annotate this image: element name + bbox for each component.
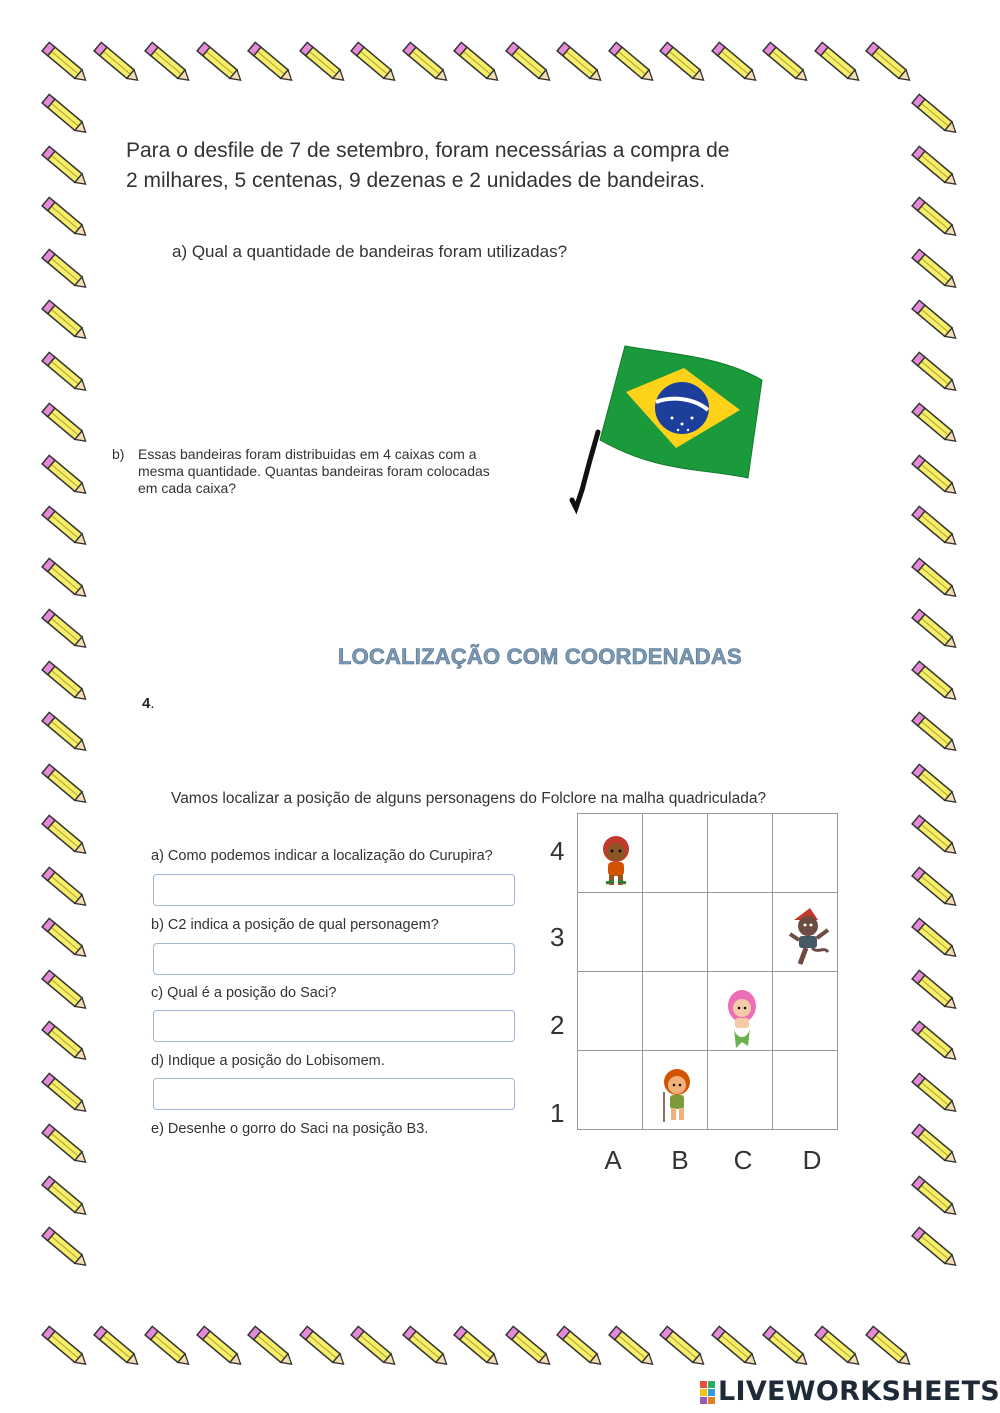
pencil-border-icon: [607, 38, 661, 92]
pencil-border-icon: [40, 605, 94, 659]
grid-intro: Vamos localizar a posição de alguns personagens do Folclore na malha quadriculada?: [171, 790, 767, 807]
grid-cell-a3[interactable]: [578, 893, 643, 972]
pencil-border-icon: [452, 38, 506, 92]
question-b-label: b): [112, 446, 125, 462]
pencil-border-icon: [607, 1322, 661, 1376]
pencil-border-icon: [910, 245, 964, 299]
pencil-border-icon: [40, 554, 94, 608]
question-number-suffix: .: [150, 695, 155, 712]
pencil-border-icon: [195, 1322, 249, 1376]
col-label-b: B: [671, 1145, 689, 1175]
pencil-border-icon: [246, 1322, 300, 1376]
grid-question-d: d) Indique a posição do Lobisomem.: [151, 1053, 385, 1069]
brazil-flag-image: [560, 340, 770, 520]
pencil-border-icon: [813, 38, 867, 92]
pencil-border-icon: [910, 1017, 964, 1071]
pencil-border-icon: [910, 914, 964, 968]
pencil-border-icon: [92, 1322, 146, 1376]
pencil-border-icon: [910, 1172, 964, 1226]
pencil-border-icon: [40, 502, 94, 556]
problem-statement: [126, 136, 866, 196]
liveworksheets-logo-icon: [700, 1378, 716, 1408]
pencil-border-icon: [40, 399, 94, 453]
row-label-2: 2: [550, 1010, 565, 1040]
pencil-border-icon: [40, 142, 94, 196]
grid-cell-d4[interactable]: [773, 814, 838, 893]
pencil-border-icon: [910, 1120, 964, 1174]
grid-cell-c4[interactable]: [708, 814, 773, 893]
pencil-border-icon: [40, 1017, 94, 1071]
pencil-border-icon: [910, 1069, 964, 1123]
pencil-border-icon: [401, 1322, 455, 1376]
pencil-border-icon: [910, 863, 964, 917]
pencil-border-icon: [910, 348, 964, 402]
pencil-border-icon: [40, 966, 94, 1020]
pencil-border-icon: [910, 90, 964, 144]
pencil-border-icon: [246, 38, 300, 92]
question-b-line-1: Essas bandeiras foram distribuidas em 4 caixas com a: [138, 446, 477, 462]
problem-line-1: Para o desfile de 7 de setembro, foram necessárias a compra de: [126, 139, 730, 162]
pencil-border-icon: [40, 193, 94, 247]
question-number-value: 4: [142, 695, 151, 712]
pencil-border-icon: [864, 1322, 918, 1376]
answer-input-c[interactable]: [153, 1010, 515, 1042]
pencil-border-icon: [504, 38, 558, 92]
pencil-border-icon: [40, 90, 94, 144]
pencil-border-icon: [555, 38, 609, 92]
pencil-border-icon: [40, 708, 94, 762]
grid-cell-a2[interactable]: [578, 972, 643, 1051]
pencil-border-icon: [864, 38, 918, 92]
grid-question-c: c) Qual é a posição do Saci?: [151, 985, 337, 1001]
question-a: a) Qual a quantidade de bandeiras foram utilizadas?: [172, 242, 568, 261]
question-b-line-3: em cada caixa?: [138, 480, 237, 496]
pencil-border-icon: [401, 38, 455, 92]
grid-cell-a1[interactable]: [578, 1051, 643, 1130]
grid-cell-b3[interactable]: [643, 893, 708, 972]
pencil-border-icon: [813, 1322, 867, 1376]
pencil-border-icon: [40, 348, 94, 402]
grid-cell-c3[interactable]: [708, 893, 773, 972]
pencil-border-icon: [910, 451, 964, 505]
pencil-border-icon: [910, 142, 964, 196]
pencil-border-icon: [910, 811, 964, 865]
pencil-border-icon: [555, 1322, 609, 1376]
col-label-d: D: [802, 1145, 822, 1175]
pencil-border-icon: [40, 1172, 94, 1226]
answer-input-a[interactable]: [153, 874, 515, 906]
pencil-border-icon: [910, 296, 964, 350]
pencil-border-icon: [40, 657, 94, 711]
question-b: [112, 446, 552, 497]
grid-question-e: e) Desenhe o gorro do Saci na posição B3.: [151, 1121, 429, 1137]
pencil-border-icon: [40, 296, 94, 350]
pencil-border-icon: [40, 1069, 94, 1123]
pencil-border-icon: [40, 451, 94, 505]
pencil-border-icon: [910, 708, 964, 762]
grid-cell-b4[interactable]: [643, 814, 708, 893]
pencil-border-icon: [40, 1120, 94, 1174]
pencil-border-icon: [910, 554, 964, 608]
grid-cell-d1[interactable]: [773, 1051, 838, 1130]
pencil-border-icon: [298, 38, 352, 92]
pencil-border-icon: [910, 605, 964, 659]
section-title: LOCALIZAÇÃO COM COORDENADAS: [338, 644, 742, 669]
pencil-border-icon: [910, 1223, 964, 1277]
grid-cell-c1[interactable]: [708, 1051, 773, 1130]
pencil-border-icon: [761, 1322, 815, 1376]
pencil-border-icon: [40, 811, 94, 865]
row-label-4: 4: [550, 836, 565, 866]
saci-character: [784, 906, 834, 968]
pencil-border-icon: [658, 1322, 712, 1376]
pencil-border-icon: [40, 760, 94, 814]
pencil-border-icon: [504, 1322, 558, 1376]
pencil-border-icon: [298, 1322, 352, 1376]
pencil-border-icon: [910, 657, 964, 711]
pencil-border-icon: [143, 38, 197, 92]
pencil-border-icon: [40, 245, 94, 299]
row-label-3: 3: [550, 922, 565, 952]
question-number: [142, 695, 155, 712]
pencil-border-icon: [658, 38, 712, 92]
problem-line-2: 2 milhares, 5 centenas, 9 dezenas e 2 unidades de bandeiras.: [126, 169, 706, 192]
answer-input-b[interactable]: [153, 943, 515, 975]
pencil-border-icon: [910, 502, 964, 556]
pencil-border-icon: [40, 38, 94, 92]
pencil-border-icon: [40, 914, 94, 968]
pencil-border-icon: [910, 399, 964, 453]
iara-character: [722, 988, 762, 1052]
pencil-border-icon: [910, 966, 964, 1020]
child-character: [656, 1066, 698, 1126]
pencil-border-icon: [40, 863, 94, 917]
pencil-border-icon: [40, 1322, 94, 1376]
pencil-border-icon: [910, 760, 964, 814]
pencil-border-icon: [710, 38, 764, 92]
question-b-line-2: mesma quantidade. Quantas bandeiras foram colocadas: [138, 463, 490, 479]
pencil-border-icon: [92, 38, 146, 92]
pencil-border-icon: [40, 1223, 94, 1277]
pencil-border-icon: [710, 1322, 764, 1376]
pencil-border-icon: [349, 1322, 403, 1376]
curupira-character: [594, 833, 638, 889]
pencil-border-icon: [195, 38, 249, 92]
pencil-border-icon: [761, 38, 815, 92]
pencil-border-icon: [349, 38, 403, 92]
col-label-c: C: [733, 1145, 753, 1175]
liveworksheets-logo-text: LIVEWORKSHEETS: [718, 1376, 1000, 1407]
grid-question-a: a) Como podemos indicar a localização do Curupira?: [151, 848, 493, 864]
row-label-1: 1: [550, 1098, 565, 1128]
pencil-border-icon: [910, 193, 964, 247]
grid-cell-d2[interactable]: [773, 972, 838, 1051]
grid-cell-b2[interactable]: [643, 972, 708, 1051]
pencil-border-icon: [143, 1322, 197, 1376]
col-label-a: A: [604, 1145, 622, 1175]
answer-input-d[interactable]: [153, 1078, 515, 1110]
pencil-border-icon: [452, 1322, 506, 1376]
grid-question-b: b) C2 indica a posição de qual personagem?: [151, 917, 439, 933]
